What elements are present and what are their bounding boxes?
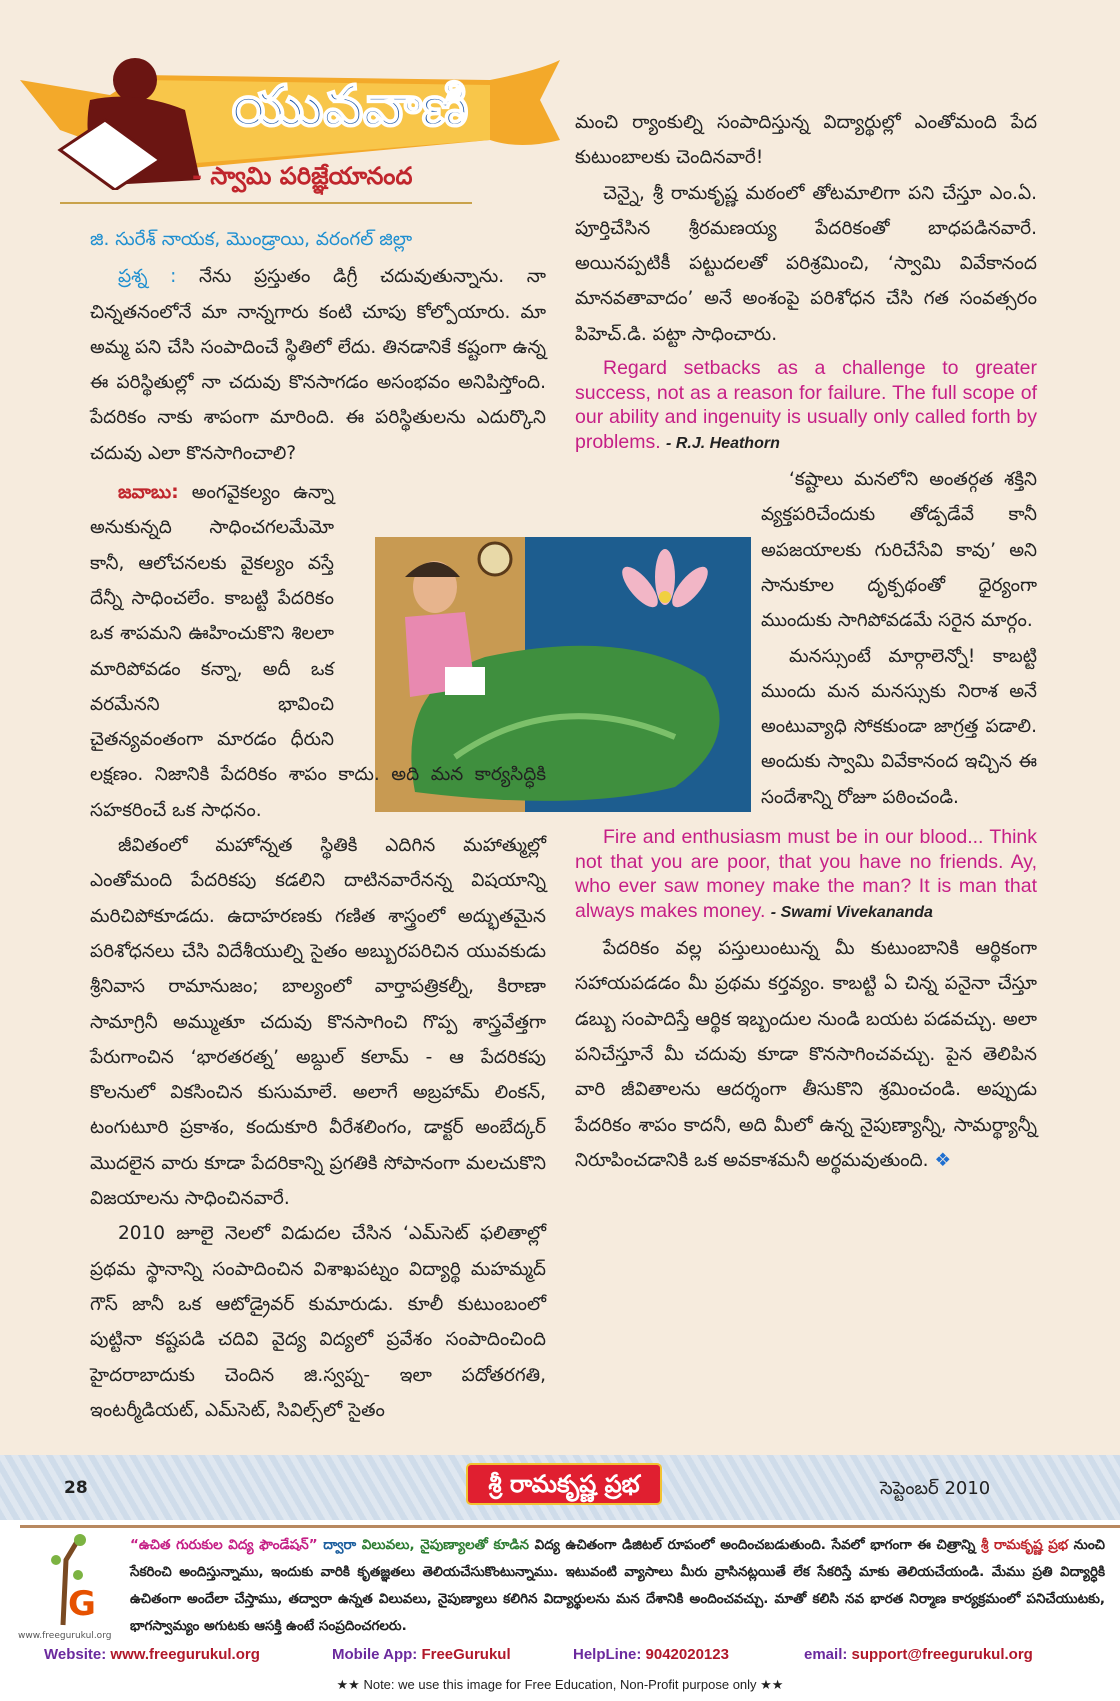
image-spacer xyxy=(334,475,546,749)
issue-date: సెప్టెంబర్ 2010 xyxy=(880,1478,991,1499)
paragraph: జీవితంలో మహోన్నత స్థితికి ఎదిగిన మహాత్ముల్లో ఎంతోమంది పేదరికపు కడలిని దాటినవారేనన్న విషయాన్ని మరిచిపోకూడదు. ఉదాహరణకు గణిత శాస్త్రంలో అద్భుతమైన పరిశోధనలు చేసి విదేశీయుల్ని సైతం అబ్బురపరిచిన యువకుడు శ్రీనివాస రామానుజం; బాల్యంలో వార్తాపత్రికల్నీ, కిరాణా సామాగ్రినీ అమ్ముతూ చదువు కొనసాగించి గొప్ప శాస్త్రవేత్తగా పేరుగాంచిన ‘భారతరత్న’ అబ్దుల్ కలామ్ - ఆ పేదరికపు కొలనులో వికసించిన కుసుమాలే. అలాగే అబ్రహామ్ లింకన్, టంగుటూరి ప్రకాశం, కందుకూరి వీరేశలింగం, డాక్టర్ అంబేద్కర్ మొదలైన వారు కూడా పేదరికాన్ని ప్రగతికి సోపానంగా మలచుకొని విజయాలను సాధించినవారే. xyxy=(90,835,546,1210)
svg-text:G: G xyxy=(68,1584,96,1624)
answer-text: అంగవైకల్యం ఉన్నా అనుకున్నది సాధించగలమేమో కానీ, ఆలోచనలకు వైకల్యం వస్తే దేన్నీ సాధించలేం. కాబట్టి పేదరికం ఒక శాపమని ఊహించుకొని శిలలా మారిపోవడం కన్నా, అదీ ఒక వరమేనని భావించి చైతన్యవంతంగా మారడం ధీరుని లక్షణం. నిజానికి పేదరికం శాపం కాదు. అది మన కార్యసిద్ధికి సహకరించే ఒక సాధనం. xyxy=(90,482,546,821)
question-text: నేను ప్రస్తుతం డిగ్రీ చదువుతున్నాను. నా చిన్నతనంలోనే మా నాన్నగారు కంటి చూపు కోల్పోయారు. మా అమ్మ పని చేసి సంపాదించే స్థితిలో లేదు. తినడానికే కష్టంగా ఉన్న ఈ పరిస్థితుల్లో నా చదువు కొనసాగడం అసంభవం అనిపిస్తోంది. పేదరికం నాకు శాపంగా మారింది. ఈ పరిస్థితులను ఎదుర్కొని చదువు ఎలా కొనసాగించాలి? xyxy=(90,266,546,464)
divider xyxy=(20,1525,1120,1528)
paragraph-text: పేదరికం వల్ల పస్తులుంటున్న మీ కుటుంబానికి ఆర్థికంగా సహాయపడడం మీ ప్రథమ కర్తవ్యం. కాబట్టి ఏ చిన్న పనైనా చేస్తూ డబ్బు సంపాదిస్తే ఆర్థిక ఇబ్బందుల నుండి బయట పడవచ్చు. అలా పనిచేస్తూనే మీ చదువు కూడా కొనసాగించవచ్చు. పైన తెలిపిన వారి జీవితాలను ఆదర్శంగా తీసుకొని శ్రమించండి. అప్పుడు పేదరికం శాపం కాదనీ, అది మీలో ఉన్న నైపుణ్యాన్నీ, సామర్థ్యాన్నీ నిరూపించడానికి ఒక అవకాశమనీ అర్థమవుతుంది. xyxy=(575,938,1037,1171)
paragraph xyxy=(575,931,1037,1178)
email[interactable] xyxy=(804,1646,1033,1663)
left-column xyxy=(90,222,546,1428)
paragraph: ‘కష్టాలు మనలోని అంతర్గత శక్తిని వ్యక్తపరిచేందుకు తోడ్పడేవే కానీ అపజయాలకు గురిచేసేవి కావు’ అని సానుకూల దృక్పథంతో ధైర్యంగా ముందుకు సాగిపోవడమే సరైన మార్గం. xyxy=(761,469,1037,632)
text: ద్వారా xyxy=(317,1537,362,1553)
question xyxy=(90,259,546,471)
quote-vivekananda xyxy=(575,825,1037,925)
quote-author: - Swami Vivekananda xyxy=(770,903,933,921)
text: విద్య ఉచితంగా డిజిటల్ రూపంలో అందించబడుతుంది. సేవలో భాగంగా ఈ చిత్రాన్ని xyxy=(529,1537,981,1553)
magazine-logo: శ్రీ రామకృష్ణ ప్రభ xyxy=(466,1463,662,1505)
freegurukul-logo xyxy=(18,1530,118,1640)
quote-author: - R.J. Heathorn xyxy=(666,434,780,452)
quote-heathorn xyxy=(575,356,1037,456)
logo-text: www.freegurukul.org xyxy=(18,1631,112,1640)
foundation-name: “ఉచిత గురుకుల విద్య ఫౌండేషన్” xyxy=(130,1537,318,1553)
value: 9042020123 xyxy=(645,1646,729,1663)
paragraph: మనస్సుంటే మార్గాలెన్నో! కాబట్టి ముందు మన మనస్సుకు నిరాశ అనే అంటువ్యాధి సోకకుండా జాగ్రత్త పడాలి. అందుకు స్వామి వివేకానంద ఇచ్చిన ఈ సందేశాన్ని రోజూ పఠించండి. xyxy=(761,645,1037,808)
website-link[interactable]: www.freegurukul.org xyxy=(110,1646,260,1663)
website[interactable] xyxy=(44,1646,260,1663)
asker-name: జి. సురేశ్ నాయక, మొండ్రాయి, వరంగల్ జిల్లా xyxy=(90,229,413,250)
text: విలువలు, నైపుణ్యాలతో కూడిన xyxy=(361,1537,530,1553)
question-label: ప్రశ్న : xyxy=(118,266,177,288)
page-number: 28 xyxy=(64,1478,88,1498)
quote-text: Regard setbacks as a challenge to greater success, not as a reason for failure. The full scope of our ability and ingenuity is usually only called forth by problems. xyxy=(575,357,1037,453)
text: నుంచి సేకరించి అందిస్తున్నాము, ఇందుకు వారికి కృతజ్ఞతలు తెలియచేసుకొంటున్నాము. ఇటువంటి వ్యాసాలు మీరు వ్రాసినట్లయితే లేక సేకరిస్తే మాకు తెలియచేయండి. మేము ప్రతి విద్యార్ధికి ఉచితంగా అందేలా చేస్తాము, తద్వారా ఉన్నత విలువలు, నైపుణ్యాలు కలిగిన విద్యార్థులను మన దేశానికి అందించవచ్చు. మాతో కలిసి నవ భారత నిర్మాణ కార్యక్రమంలో పనిచేయుటకు, భాగస్వామ్యం అగుటకు ఆసక్తి ఉంటే సంప్రదించగలరు. xyxy=(130,1537,1106,1634)
value: FreeGurukul xyxy=(421,1646,511,1663)
helpline xyxy=(573,1646,729,1663)
label: email: xyxy=(804,1646,848,1663)
mobile-app xyxy=(332,1646,511,1663)
right-column xyxy=(575,105,1037,1178)
paragraph: మంచి ర్యాంకుల్ని సంపాదిస్తున్న విద్యార్థుల్లో ఎంతోమంది పేద కుటుంబాలకు చెందినవారే! xyxy=(575,112,1037,169)
answer-label: జవాబు: xyxy=(118,482,179,504)
label: Mobile App: xyxy=(332,1646,418,1663)
end-mark-icon: ❖ xyxy=(934,1149,952,1171)
freegurukul-message xyxy=(130,1532,1105,1640)
label: HelpLine: xyxy=(573,1646,642,1663)
paragraph: చెన్నై, శ్రీ రామకృష్ణ మఠంలో తోటమాలిగా పని చేస్తూ ఎం.ఏ. పూర్తిచేసిన శ్రీరమణయ్య పేదరికంతో బాధపడినవారే. అయినప్పటికీ పట్టుదలతో పరిశ్రమించి, ‘స్వామి వివేకానంద మానవతావాదం’ అనే అంశంపై పరిశోధన చేసి గత సంవత్సరం పిహెచ్.డి. పట్టా సాధించారు. xyxy=(575,182,1037,345)
usage-note: ★★ Note: we use this image for Free Education, Non-Profit purpose only ★★ xyxy=(336,1677,784,1692)
banner-title: యువవాణి xyxy=(231,74,469,139)
email-link[interactable]: support@freegurukul.org xyxy=(851,1646,1033,1663)
paragraph: 2010 జూలై నెలలో విడుదల చేసిన ‘ఎమ్‌సెట్ ఫలితాల్లో ప్రథమ స్థానాన్ని సంపాదించిన విశాఖపట్నం విద్యార్థి మహమ్మద్ గౌస్ జానీ ఒక ఆటోడ్రైవర్ కుమారుడు. కూలీ కుటుంబంలో పుట్టినా కష్టపడి చదివి వైద్య విద్యలో ప్రవేశం సంపాదించింది హైదరాబాదుకు చెందిన జి.స్వప్న- ఇలా పదోతరగతి, ఇంటర్మీడియట్, ఎమ్‌సెట్, సివిల్స్‌లో సైతం xyxy=(90,1223,546,1421)
label: Website: xyxy=(44,1646,107,1663)
image-spacer xyxy=(575,462,761,807)
divider xyxy=(60,202,472,204)
magazine-name: శ్రీ రామకృష్ణ ప్రభ xyxy=(980,1537,1069,1553)
quote-text: Fire and enthusiasm must be in our blood... Think not that you are poor, that you have no friends. Ay, who ever saw money make the man? It is man that always makes money. xyxy=(575,826,1037,922)
answer xyxy=(90,475,546,828)
author: - స్వామి పరిజ్ఞేయానంద xyxy=(192,162,413,190)
